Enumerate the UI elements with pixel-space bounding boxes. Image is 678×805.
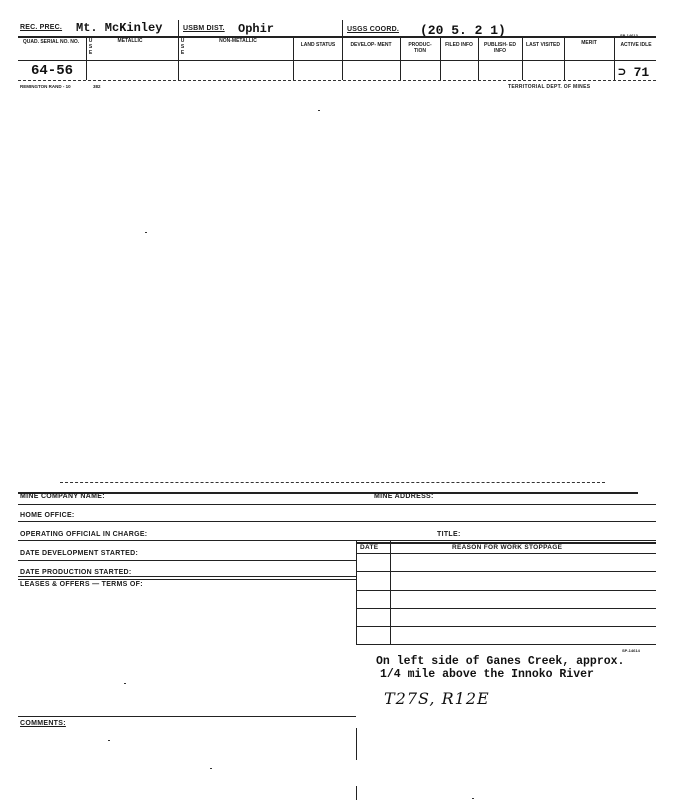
date-column-header: DATE: [360, 544, 379, 551]
col-active-idle: ACTIVE IDLE: [620, 42, 652, 48]
col-development: DEVELOP- MENT: [350, 42, 392, 48]
active-idle-value: ⊃ 71: [618, 65, 650, 80]
operating-official-label: OPERATING OFFICIAL IN CHARGE:: [20, 531, 148, 538]
usgs-coord-label: USGS COORD.: [347, 26, 399, 33]
top-footer-right: TERRITORIAL DEPT. OF MINES: [508, 84, 591, 90]
col-metallic: METALLIC: [117, 38, 143, 44]
col-production: PRODUC- TION: [408, 42, 432, 54]
handwritten-township-range: T27S, R12E: [384, 689, 490, 708]
location-note-line-1: On left side of Ganes Creek, approx.: [376, 655, 625, 668]
col-use-1: U S E: [88, 38, 93, 56]
reason-column-header: REASON FOR WORK STOPPAGE: [452, 544, 563, 551]
serial-value: 64-56: [31, 63, 74, 79]
col-quad-serial: QUAD. SERIAL NO. NO.: [22, 39, 80, 45]
home-office-label: HOME OFFICE:: [20, 512, 75, 519]
location-note-line-2: 1/4 mile above the Innoko River: [380, 668, 594, 681]
col-last-visited: LAST VISITED: [526, 42, 560, 48]
mine-address-label: MINE ADDRESS:: [374, 493, 434, 500]
usbm-dist-label: USBM DIST.: [183, 25, 225, 32]
top-footer-left-code: 382: [93, 84, 101, 89]
col-filed-info: FILED INFO: [445, 42, 473, 48]
top-form-number: SP-14613: [620, 33, 638, 38]
comments-label: COMMENTS:: [20, 720, 66, 727]
date-development-label: DATE DEVELOPMENT STARTED:: [20, 550, 139, 557]
title-label: TITLE:: [437, 531, 461, 538]
rec-prec-value: Mt. McKinley: [76, 21, 163, 35]
col-nonmetallic: NON-METALLIC: [219, 38, 257, 44]
usgs-coord-value: (20 5. 2 1): [420, 23, 506, 38]
rec-prec-label: REC. PREC.: [20, 24, 63, 31]
col-published-info: PUBLISH- ED INFO: [484, 42, 516, 54]
bottom-form-number: SP-14614: [622, 648, 640, 653]
date-production-label: DATE PRODUCTION STARTED:: [20, 569, 132, 576]
mine-company-name-label: MINE COMPANY NAME:: [20, 493, 105, 500]
usbm-dist-value: Ophir: [238, 22, 275, 36]
col-merit: MERIT: [581, 40, 597, 46]
col-land-status: LAND STATUS: [300, 42, 336, 48]
col-use-2: U S E: [180, 38, 185, 56]
top-footer-left: REMINGTON RAND - 10: [20, 84, 71, 89]
leases-offers-label: LEASES & OFFERS — TERMS OF:: [20, 581, 143, 588]
